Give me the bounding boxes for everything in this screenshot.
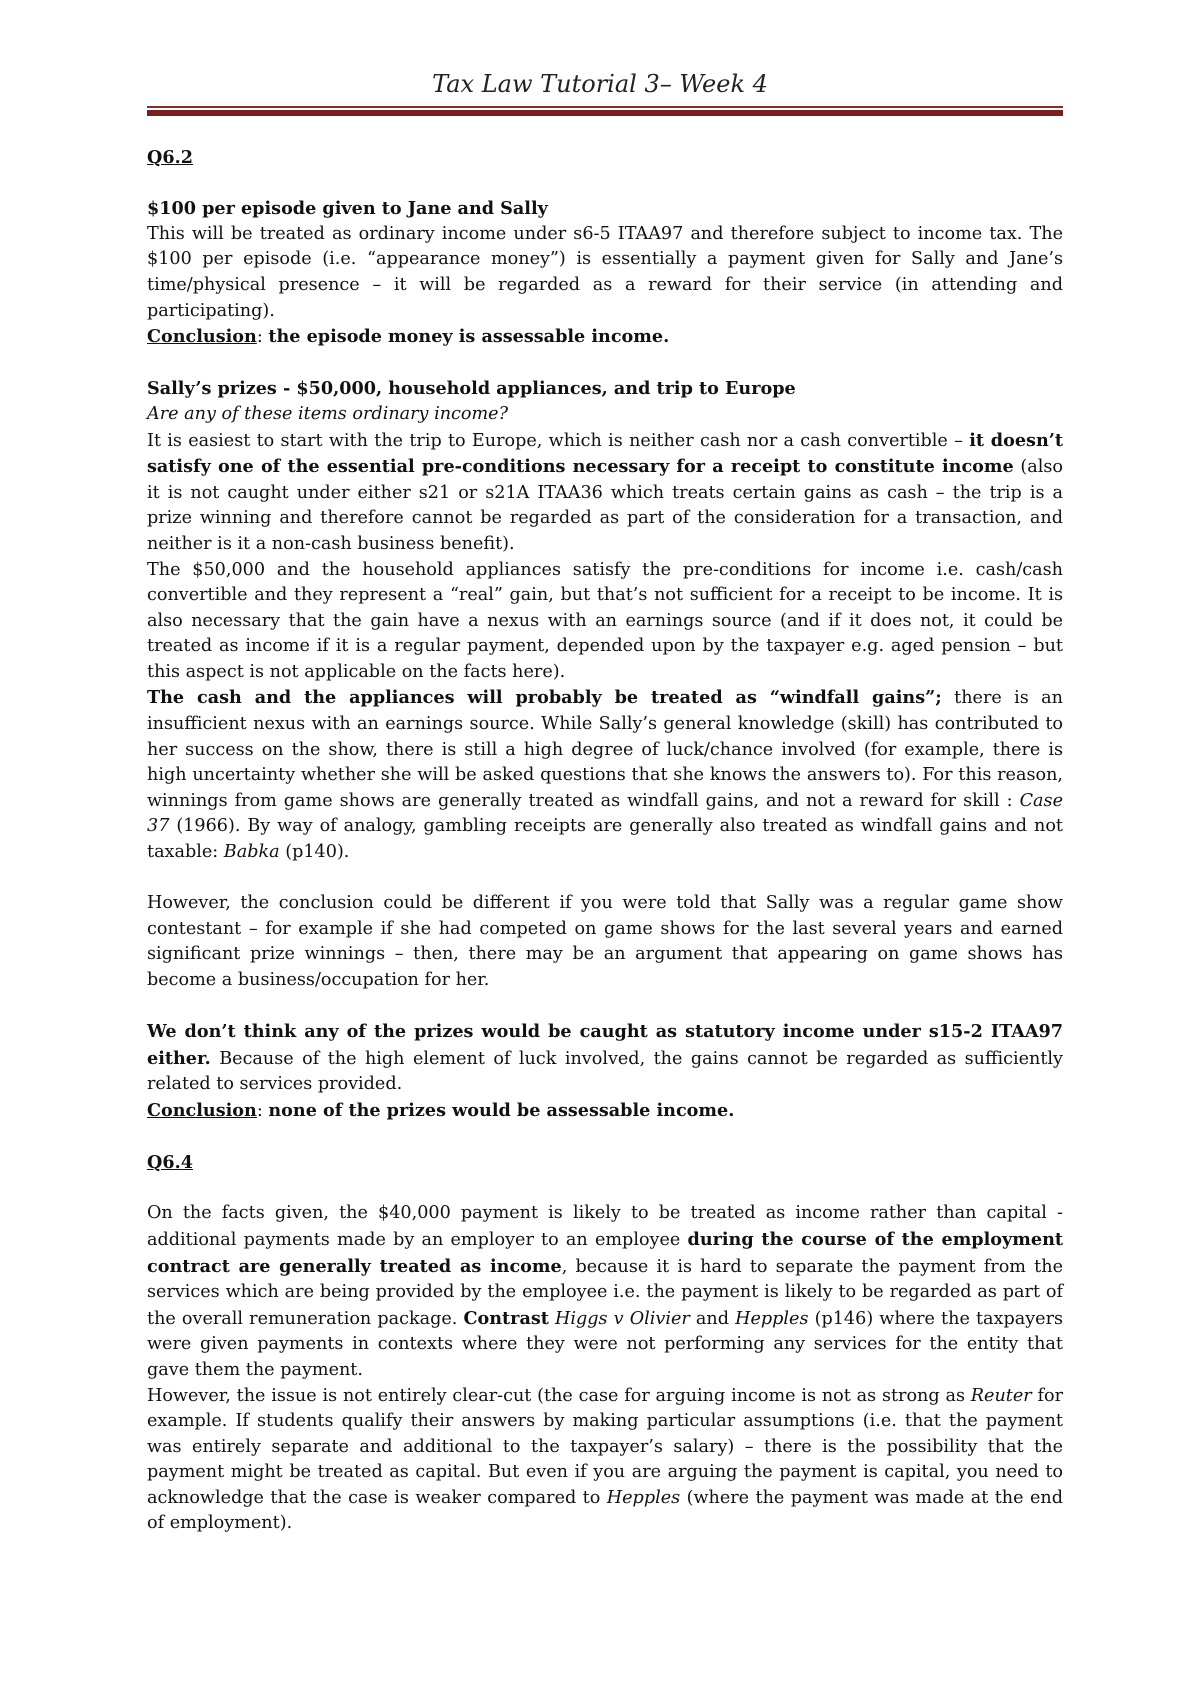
header-title: Tax Law Tutorial 3– Week 4: [432, 70, 768, 98]
prizes-heading: Sally’s prizes - $50,000, household appliances, and trip to Europe: [147, 378, 796, 400]
case-citation: Reuter: [970, 1385, 1032, 1406]
case-citation: Hepples: [735, 1308, 809, 1329]
conclusion-text: the episode money is assessable income.: [268, 326, 670, 348]
prizes-question: Are any of these items ordinary income?: [147, 403, 509, 424]
case-citation: Case 37: [147, 790, 1063, 837]
q64-paragraph-2: However, the issue is not entirely clear-cut (the case for arguing income is not as strong as Reuter for example. If students qualify their answers by making particular assumptions (i.e. that the payment was entirely separate and additional to the taxpayer’s salary) – there is the possibility that the payment might be treated as capital. But even if you are arguing the payment is capital, you need to acknowledge that the case is weaker compared to Hepples (where the payment was made at the end of employment).: [147, 1385, 1063, 1534]
case-citation: Higgs v Olivier: [555, 1308, 690, 1329]
header-rule-thick: [147, 110, 1063, 116]
case-citation: Hepples: [606, 1487, 681, 1508]
q64-paragraph-1: On the facts given, the $40,000 payment is likely to be treated as income rather than capital - additional payments made by an employer to an employee during the course of the employment contract are generally treated as income, because it is hard to separate the payment from the services which are being provided by the employee i.e. the payment is likely to be regarded as part of the overall remuneration package. Contrast Higgs v Olivier and Hepples (p146) where the taxpayers were given payments in contexts where they were not performing any services for the entity that gave them the payment.: [147, 1203, 1064, 1380]
q62-heading: Q6.2: [147, 147, 193, 168]
header-rule-thin: [147, 106, 1063, 108]
statutory-income-paragraph: We don’t think any of the prizes would be caught as statutory income under s15-2 ITAA97 either. Because of the high element of luck involved, the gains cannot be regarded as sufficiently related to services provided.: [147, 1021, 1063, 1095]
conclusion-text: none of the prizes would be assessable income.: [268, 1099, 735, 1121]
conclusion-label: Conclusion: [147, 326, 257, 348]
cash-paragraph: The $50,000 and the household appliances satisfy the pre-conditions for income i.e. cash/cash convertible and they represent a “real” gain, but that’s not sufficient for a receipt to be income. It is also necessary that the gain have a nexus with an earnings source (and if it does not, it could be treated as income if it is a regular payment, depended upon by the taxpayer e.g. aged pension – but this aspect is not applicable on the facts here).: [147, 559, 1063, 682]
case-citation: Babka: [223, 842, 280, 863]
conclusion-label: Conclusion: [147, 1099, 257, 1121]
regular-contestant-paragraph: However, the conclusion could be different if you were told that Sally was a regular game show contestant – for example if she had competed on game shows for the last several years and earned significant prize winnings – then, there may be an argument that appearing on game shows has become a business/occupation for her.: [147, 893, 1063, 990]
windfall-paragraph: The cash and the appliances will probably be treated as “windfall gains”; there is an insufficient nexus with an earnings source. While Sally’s general knowledge (skill) has contributed to her success on the show, there is still a high degree of luck/chance involved (for example, there is high uncertainty whether she will be asked questions that she knows the answers to). For this reason, winnings from game shows are generally treated as windfall gains, and not a reward for skill : Case 37 (1966). By way of analogy, gambling receipts are generally also treated as windfall gains and not taxable: Babka (p140).: [147, 687, 1063, 863]
episode-heading: $100 per episode given to Jane and Sally: [147, 198, 548, 220]
prizes-conclusion: Conclusion: none of the prizes would be assessable income.: [147, 1099, 735, 1121]
episode-conclusion: Conclusion: the episode money is assessable income.: [147, 326, 670, 348]
q64-heading: Q6.4: [147, 1152, 193, 1174]
trip-paragraph: It is easiest to start with the trip to Europe, which is neither cash nor a cash convertible – it doesn’t satisfy one of the essential pre-conditions necessary for a receipt to constitute income (also it is not caught under either s21 or s21A ITAA36 which treats certain gains as cash – the trip is a prize winning and therefore cannot be regarded as part of the consideration for a transaction, and neither is it a non-cash business benefit).: [147, 429, 1063, 554]
episode-paragraph: This will be treated as ordinary income under s6-5 ITAA97 and therefore subject to income tax. The $100 per episode (i.e. “appearance money”) is essentially a payment given for Sally and Jane’s time/physical presence – it will be regarded as a reward for their service (in attending and participating).: [147, 223, 1063, 321]
document-body: [147, 145, 1063, 1537]
